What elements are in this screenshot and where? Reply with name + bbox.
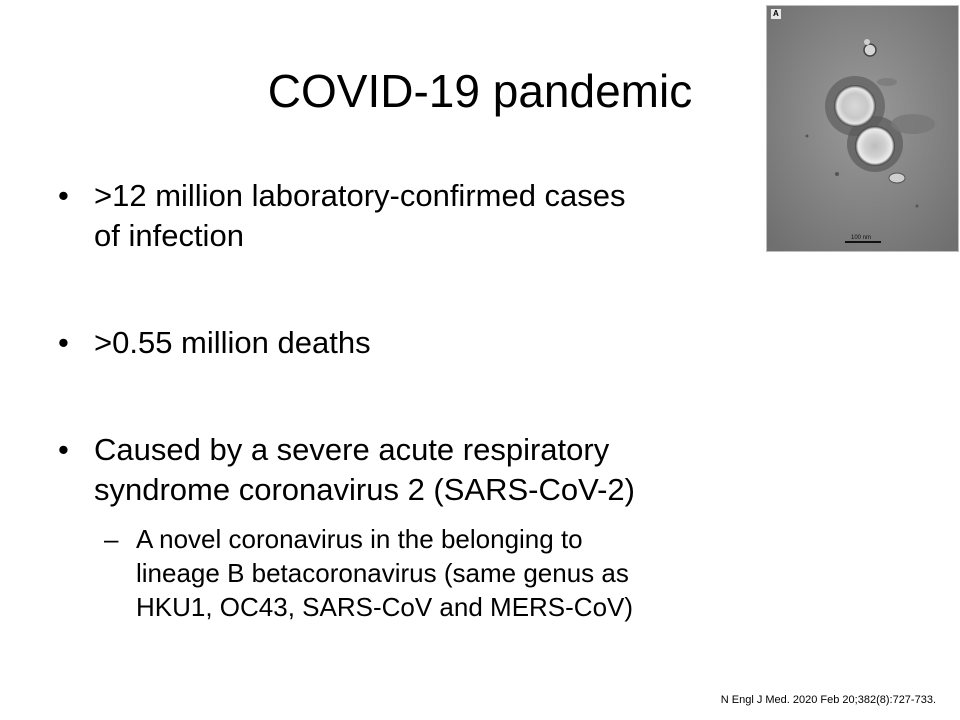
panel-label: A <box>773 9 779 18</box>
micrograph-drawing <box>767 6 959 252</box>
citation: N Engl J Med. 2020 Feb 20;382(8):727-733. <box>720 694 936 706</box>
sub-bullet-text <box>136 522 756 624</box>
bullet-glyph: • <box>58 432 69 467</box>
sub-bullet-line: A novel coronavirus in the belonging to <box>136 524 583 554</box>
sub-bullet-line: lineage B betacoronavirus (same genus as <box>136 558 629 588</box>
slide-title: COVID-19 pandemic <box>267 65 693 117</box>
dash-glyph: – <box>104 524 119 554</box>
bullet-glyph: • <box>58 325 69 360</box>
bullet-line: Caused by a severe acute respiratory <box>94 432 610 467</box>
bullet-line: syndrome coronavirus 2 (SARS-CoV-2) <box>94 472 635 507</box>
bullet-text <box>94 430 774 510</box>
bullet-glyph: • <box>58 178 69 213</box>
scale-bar-label: 100 nm <box>851 235 872 241</box>
bullet-line: >12 million laboratory-confirmed cases <box>94 178 626 213</box>
sub-bullet-line: HKU1, OC43, SARS-CoV and MERS-CoV) <box>136 592 634 622</box>
bullet-line: of infection <box>94 218 244 253</box>
bullet-line: >0.55 million deaths <box>94 325 371 360</box>
bullet-text <box>94 323 774 363</box>
bullet-text <box>94 176 774 256</box>
electron-micrograph-image <box>766 5 959 252</box>
